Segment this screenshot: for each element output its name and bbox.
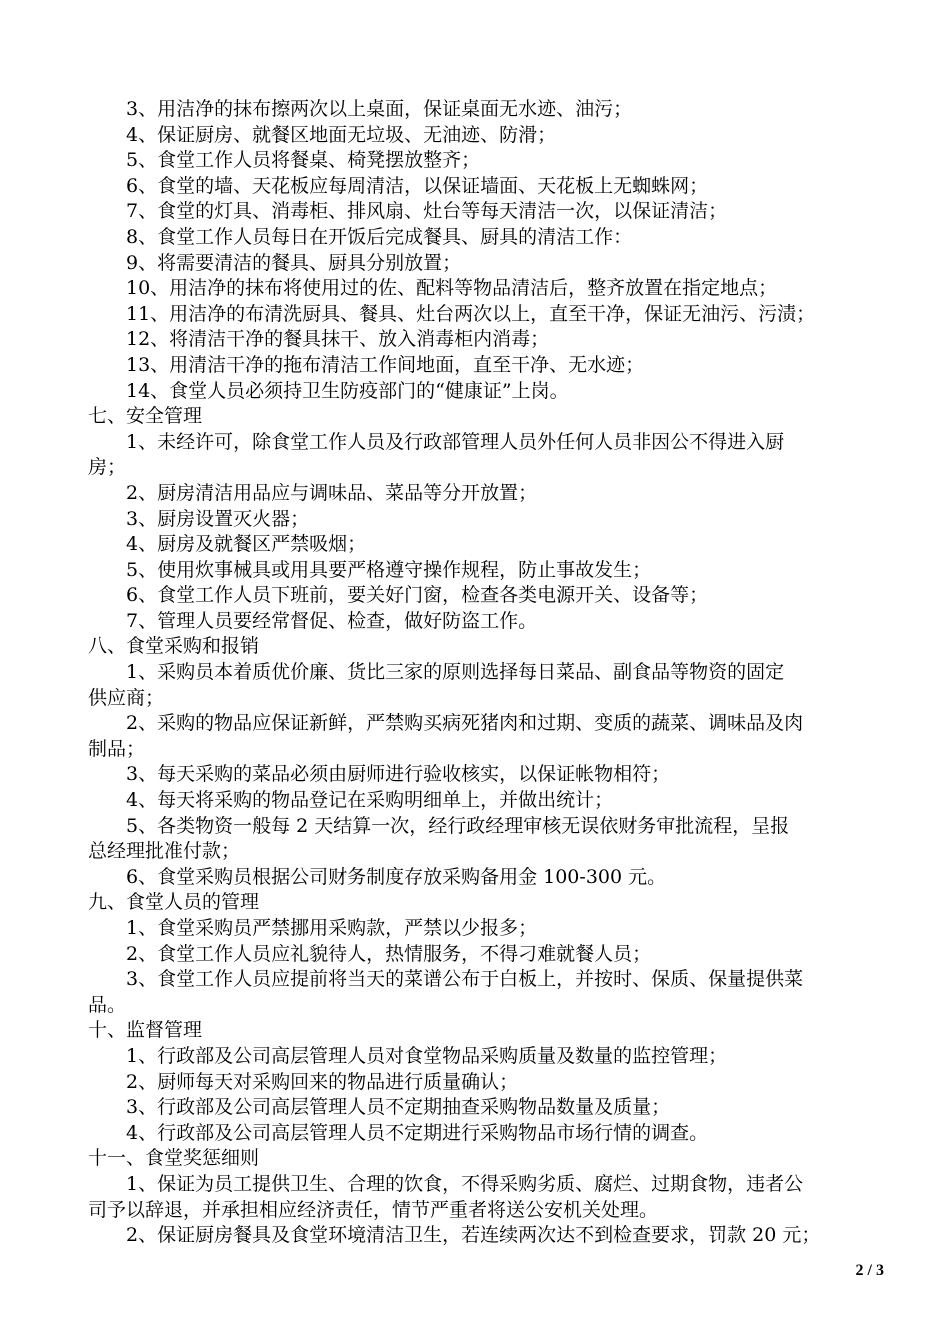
text-line: 4、行政部及公司高层管理人员不定期进行采购物品市场行情的调查。	[126, 1121, 709, 1144]
text-line: 4、每天将采购的物品登记在采购明细单上，并做出统计；	[126, 789, 614, 812]
text-line: 11、用洁净的布清洗厨具、餐具、灶台两次以上，直至干净，保证无油污、污渍；	[126, 302, 816, 325]
text-line: 总经理批准付款；	[88, 840, 241, 863]
text-line: 1、未经许可，除食堂工作人员及行政部管理人员外任何人员非因公不得进入厨	[126, 430, 785, 453]
text-line: 14、食堂人员必须持卫生防疫部门的“健康证”上岗。	[126, 379, 569, 402]
text-line: 十一、食堂奖惩细则	[88, 1147, 260, 1170]
text-line: 九、食堂人员的管理	[88, 891, 260, 914]
text-line: 7、食堂的灯具、消毒柜、排风扇、灶台等每天清洁一次，以保证清洁；	[126, 200, 728, 223]
text-line: 4、厨房及就餐区严禁吸烟；	[126, 533, 367, 556]
text-line: 3、食堂工作人员应提前将当天的菜谱公布于白板上，并按时、保质、保量提供菜	[126, 968, 804, 991]
text-line: 5、各类物资一般每 2 天结算一次，经行政经理审核无误依财务审批流程，呈报	[126, 814, 790, 837]
text-line: 6、食堂的墙、天花板应每周清洁，以保证墙面、天花板上无蜘蛛网；	[126, 174, 709, 197]
text-line: 2、厨房清洁用品应与调味品、菜品等分开放置；	[126, 481, 538, 504]
text-line: 13、用清洁干净的拖布清洁工作间地面，直至干净、无水迹；	[126, 353, 645, 376]
text-line: 7、管理人员要经常督促、检查，做好防盗工作。	[126, 609, 538, 632]
text-line: 2、厨师每天对采购回来的物品进行质量确认；	[126, 1070, 519, 1093]
text-line: 2、保证厨房餐具及食堂环境清洁卫生，若连续两次达不到检查要求，罚款 20 元；	[126, 1224, 821, 1247]
text-line: 6、食堂工作人员下班前，要关好门窗，检查各类电源开关、设备等；	[126, 584, 709, 607]
text-line: 制品；	[88, 737, 146, 760]
document-body	[88, 97, 888, 1249]
text-line: 4、保证厨房、就餐区地面无垃圾、无油迹、防滑；	[126, 123, 557, 146]
text-line: 司予以辞退，并承担相应经济责任，情节严重者将送公安机关处理。	[88, 1198, 659, 1221]
text-line: 6、食堂采购员根据公司财务制度存放采购备用金 100-300 元。	[126, 865, 667, 888]
text-line: 1、食堂采购员严禁挪用采购款，严禁以少报多；	[126, 917, 538, 939]
text-line: 5、使用炊事械具或用具要严格遵守操作规程，防止事故发生；	[126, 558, 652, 581]
text-line: 12、将清洁干净的餐具抹干、放入消毒柜内消毒；	[126, 328, 550, 351]
text-line: 3、用洁净的抹布擦两次以上桌面，保证桌面无水迹、油污；	[126, 98, 633, 120]
text-line: 1、行政部及公司高层管理人员对食堂物品采购质量及数量的监控管理；	[126, 1044, 728, 1067]
text-line: 3、行政部及公司高层管理人员不定期抽查采购物品数量及质量；	[126, 1096, 671, 1119]
text-line: 8、食堂工作人员每日在开饭后完成餐具、厨具的清洁工作：	[126, 225, 633, 248]
text-line: 3、厨房设置灭火器；	[126, 507, 310, 530]
text-line: 七、安全管理	[88, 405, 203, 428]
text-line: 10、用洁净的抹布将使用过的佐、配料等物品清洁后，整齐放置在指定地点；	[126, 277, 778, 300]
text-line: 房；	[88, 456, 127, 479]
text-line: 5、食堂工作人员将餐桌、椅凳摆放整齐；	[126, 149, 481, 172]
text-line: 3、每天采购的菜品必须由厨师进行验收核实，以保证帐物相符；	[126, 763, 671, 786]
text-line: 1、采购员本着质优价廉、货比三家的原则选择每日菜品、副食品等物资的固定	[126, 661, 785, 684]
page-number: 2 / 3	[855, 1262, 884, 1279]
text-line: 1、保证为员工提供卫生、合理的饮食，不得采购劣质、腐烂、过期食物，违者公	[126, 1172, 804, 1195]
text-line: 品。	[88, 993, 127, 1016]
text-line: 供应商；	[88, 686, 165, 709]
text-line: 八、食堂采购和报销	[88, 635, 260, 658]
text-line: 2、采购的物品应保证新鲜，严禁购买病死猪肉和过期、变质的蔬菜、调味品及肉	[126, 712, 804, 735]
text-line: 十、监督管理	[88, 1019, 203, 1042]
text-line: 2、食堂工作人员应礼貌待人，热情服务，不得刁难就餐人员；	[126, 942, 652, 965]
text-line: 9、将需要清洁的餐具、厨具分别放置；	[126, 251, 462, 274]
